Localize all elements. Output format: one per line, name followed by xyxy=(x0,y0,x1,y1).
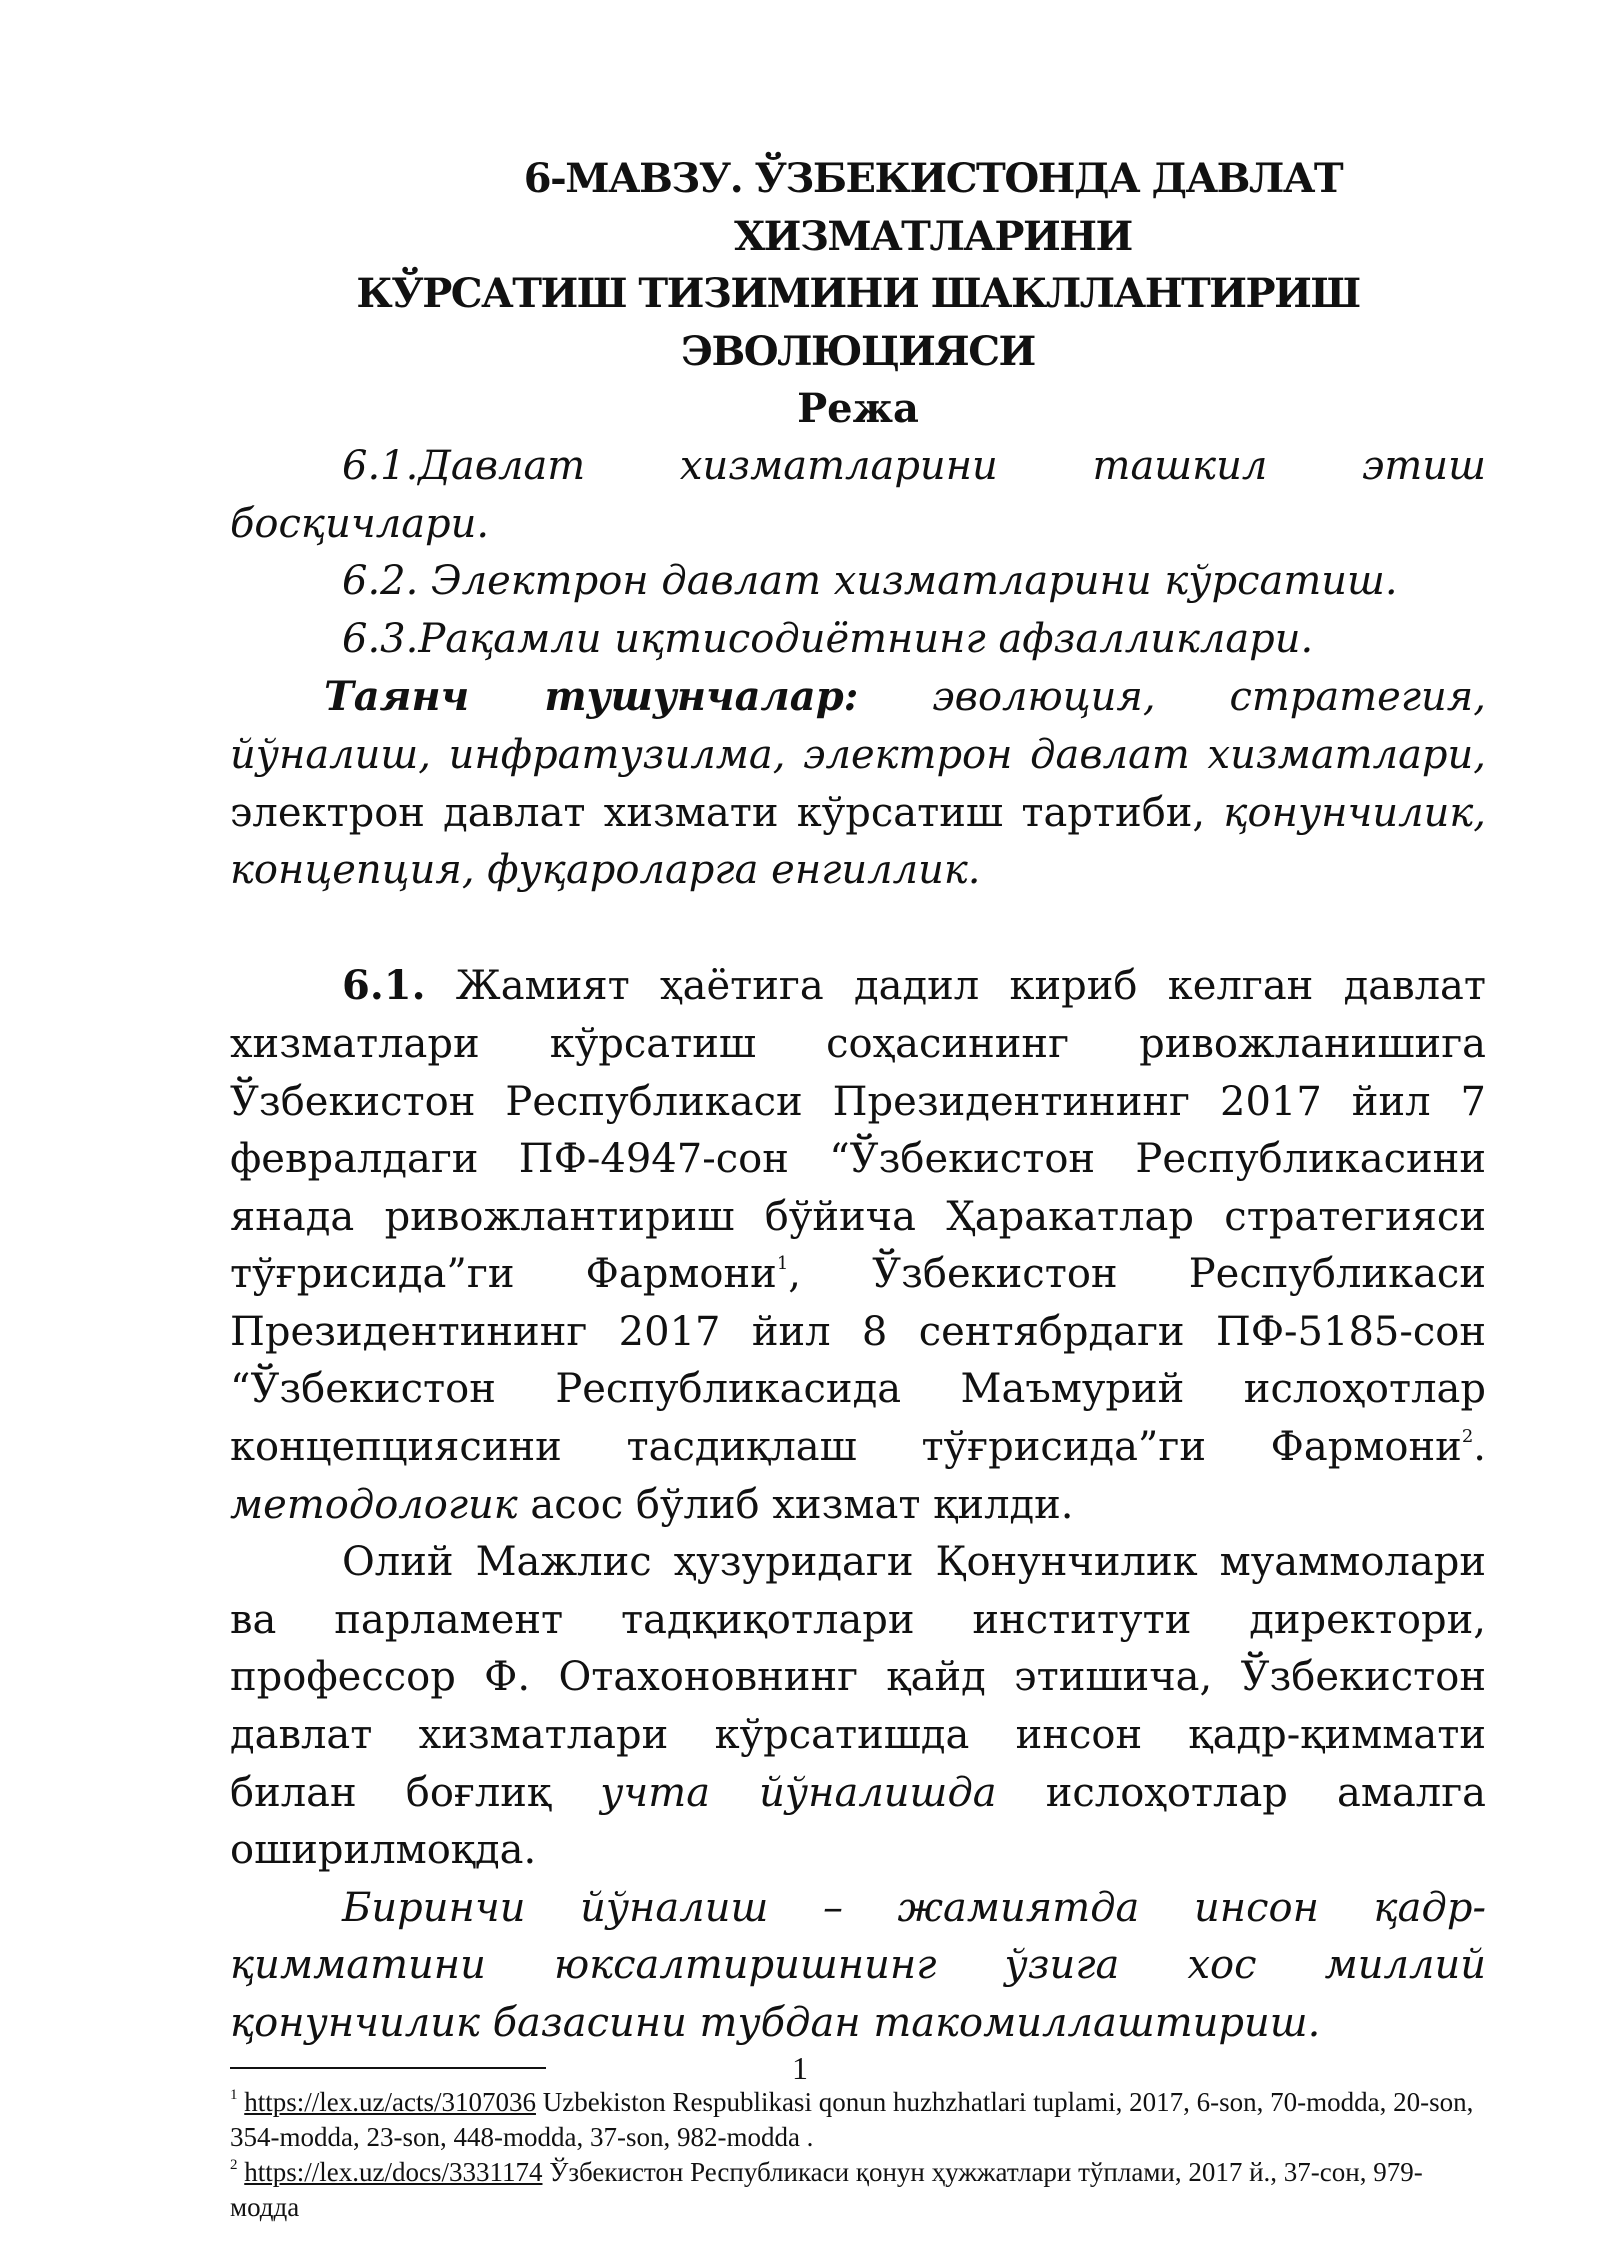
section-6-1-paragraph xyxy=(230,957,1486,1534)
footnote-1-marker: 1 xyxy=(230,2086,238,2103)
plan-heading: Режа xyxy=(797,385,919,433)
section-text-italic: методологик xyxy=(230,1481,518,1528)
keywords-italic-2: қонунчилик, концепция, фуқароларга енгиллик. xyxy=(230,789,1486,894)
section-text-b: , Ўзбекистон Республикаси Президентининг 2017 йил 8 сентябрдаги ПФ-5185-сон “Ўзбекистон Республикасида Маъмурий ислоҳотлар концепциясини тасдиқлаш тўғрисида”ги Фармони xyxy=(230,1251,1486,1471)
section-number: 6.1. xyxy=(342,962,426,1010)
keywords-italic-1: эволюция, стратегия, йўналиш, инфратузилма, электрон давлат хизматлари, xyxy=(230,674,1486,778)
paragraph-2-italic: учта йўналишда xyxy=(600,1769,997,1816)
paragraph-3-text: Биринчи йўналиш – жамиятда инсон қадр-қимматини юксалтиришнинг ўзига хос миллий қонунчилик базасини тубдан такомиллаштириш. xyxy=(230,1884,1486,2046)
keywords-label: Таянч тушунчалар: xyxy=(324,673,859,721)
keywords-regular: электрон давлат хизмати кўрсатиш тартиби, xyxy=(230,789,1224,836)
footnote-2 xyxy=(230,2155,1486,2225)
plan-item-3: 6.3.Рақамли иқтисодиётнинг афзалликлари. xyxy=(342,615,1314,662)
paragraph-2-text-a: Олий Мажлис ҳузуридаги Қонунчилик муаммолари ва парламент тадқиқотлари институти директори, профессор Ф. Отахоновнинг қайд этишича, Ўзбекистон давлат хизматлари кўрсатишда инсон қадр-қиммати билан боғлиқ xyxy=(230,1539,1486,1816)
plan-item-2: 6.2. Электрон давлат хизматларини кўрсатиш. xyxy=(342,558,1398,605)
footnote-ref-2[interactable]: 2 xyxy=(1461,1426,1474,1448)
footnote-2-text: Ўзбекистон Республикаси қонун ҳужжатлари тўплами, 2017 й., 37-сон, 979-модда xyxy=(230,2156,1423,2222)
plan-item-1: 6.1.Давлат хизматларини ташкил этиш босқичлари. xyxy=(230,442,1486,547)
page-title-line-2: КЎРСАТИШ ТИЗИМИНИ ШАКЛЛАНТИРИШ ЭВОЛЮЦИЯСИ xyxy=(356,270,1360,375)
section-text-d: асос бўлиб хизмат қилди. xyxy=(517,1481,1074,1528)
footnote-1-link[interactable]: https://lex.uz/acts/3107036 xyxy=(244,2086,536,2117)
page-title-line-1: 6-МАВЗУ. ЎЗБЕКИСТОНДА ДАВЛАТ ХИЗМАТЛАРИНИ xyxy=(523,155,1343,260)
page-number: 1 xyxy=(792,2050,808,2086)
paragraph-2-text-b: ислоҳотлар амалга оширилмоқда. xyxy=(230,1769,1486,1874)
footnote-ref-1[interactable]: 1 xyxy=(776,1253,789,1275)
keywords-paragraph xyxy=(230,668,1486,899)
paragraph-2 xyxy=(230,1534,1486,1880)
section-text-a: Жамият ҳаётига дадил кириб келган давлат хизматлари кўрсатиш соҳасининг ривожланишига Ўзбекистон Республикаси Президентининг 2017 йил 7 февралдаги ПФ-4947-сон “Ўзбекистон Республикасини янада ривожлантириш бўйича Ҳаракатлар стратегияси тўғрисида”ги Фармони xyxy=(230,963,1486,1298)
paragraph-3 xyxy=(230,1880,1486,2053)
footnote-2-marker: 2 xyxy=(230,2156,238,2173)
section-text-c: . xyxy=(1473,1424,1486,1471)
footnotes xyxy=(230,2085,1486,2225)
blank-line xyxy=(230,900,1486,958)
footnote-1-text: Uzbekiston Respublikasi qonun huzhzhatlari tuplami, 2017, 6-son, 70-modda, 20-son, 354-modda, 23-son, 448-modda, 37-son, 982-modda . xyxy=(230,2086,1474,2152)
footnote-2-link[interactable]: https://lex.uz/docs/3331174 xyxy=(244,2156,543,2187)
document-page xyxy=(230,150,1486,2225)
footnote-1 xyxy=(230,2085,1486,2155)
